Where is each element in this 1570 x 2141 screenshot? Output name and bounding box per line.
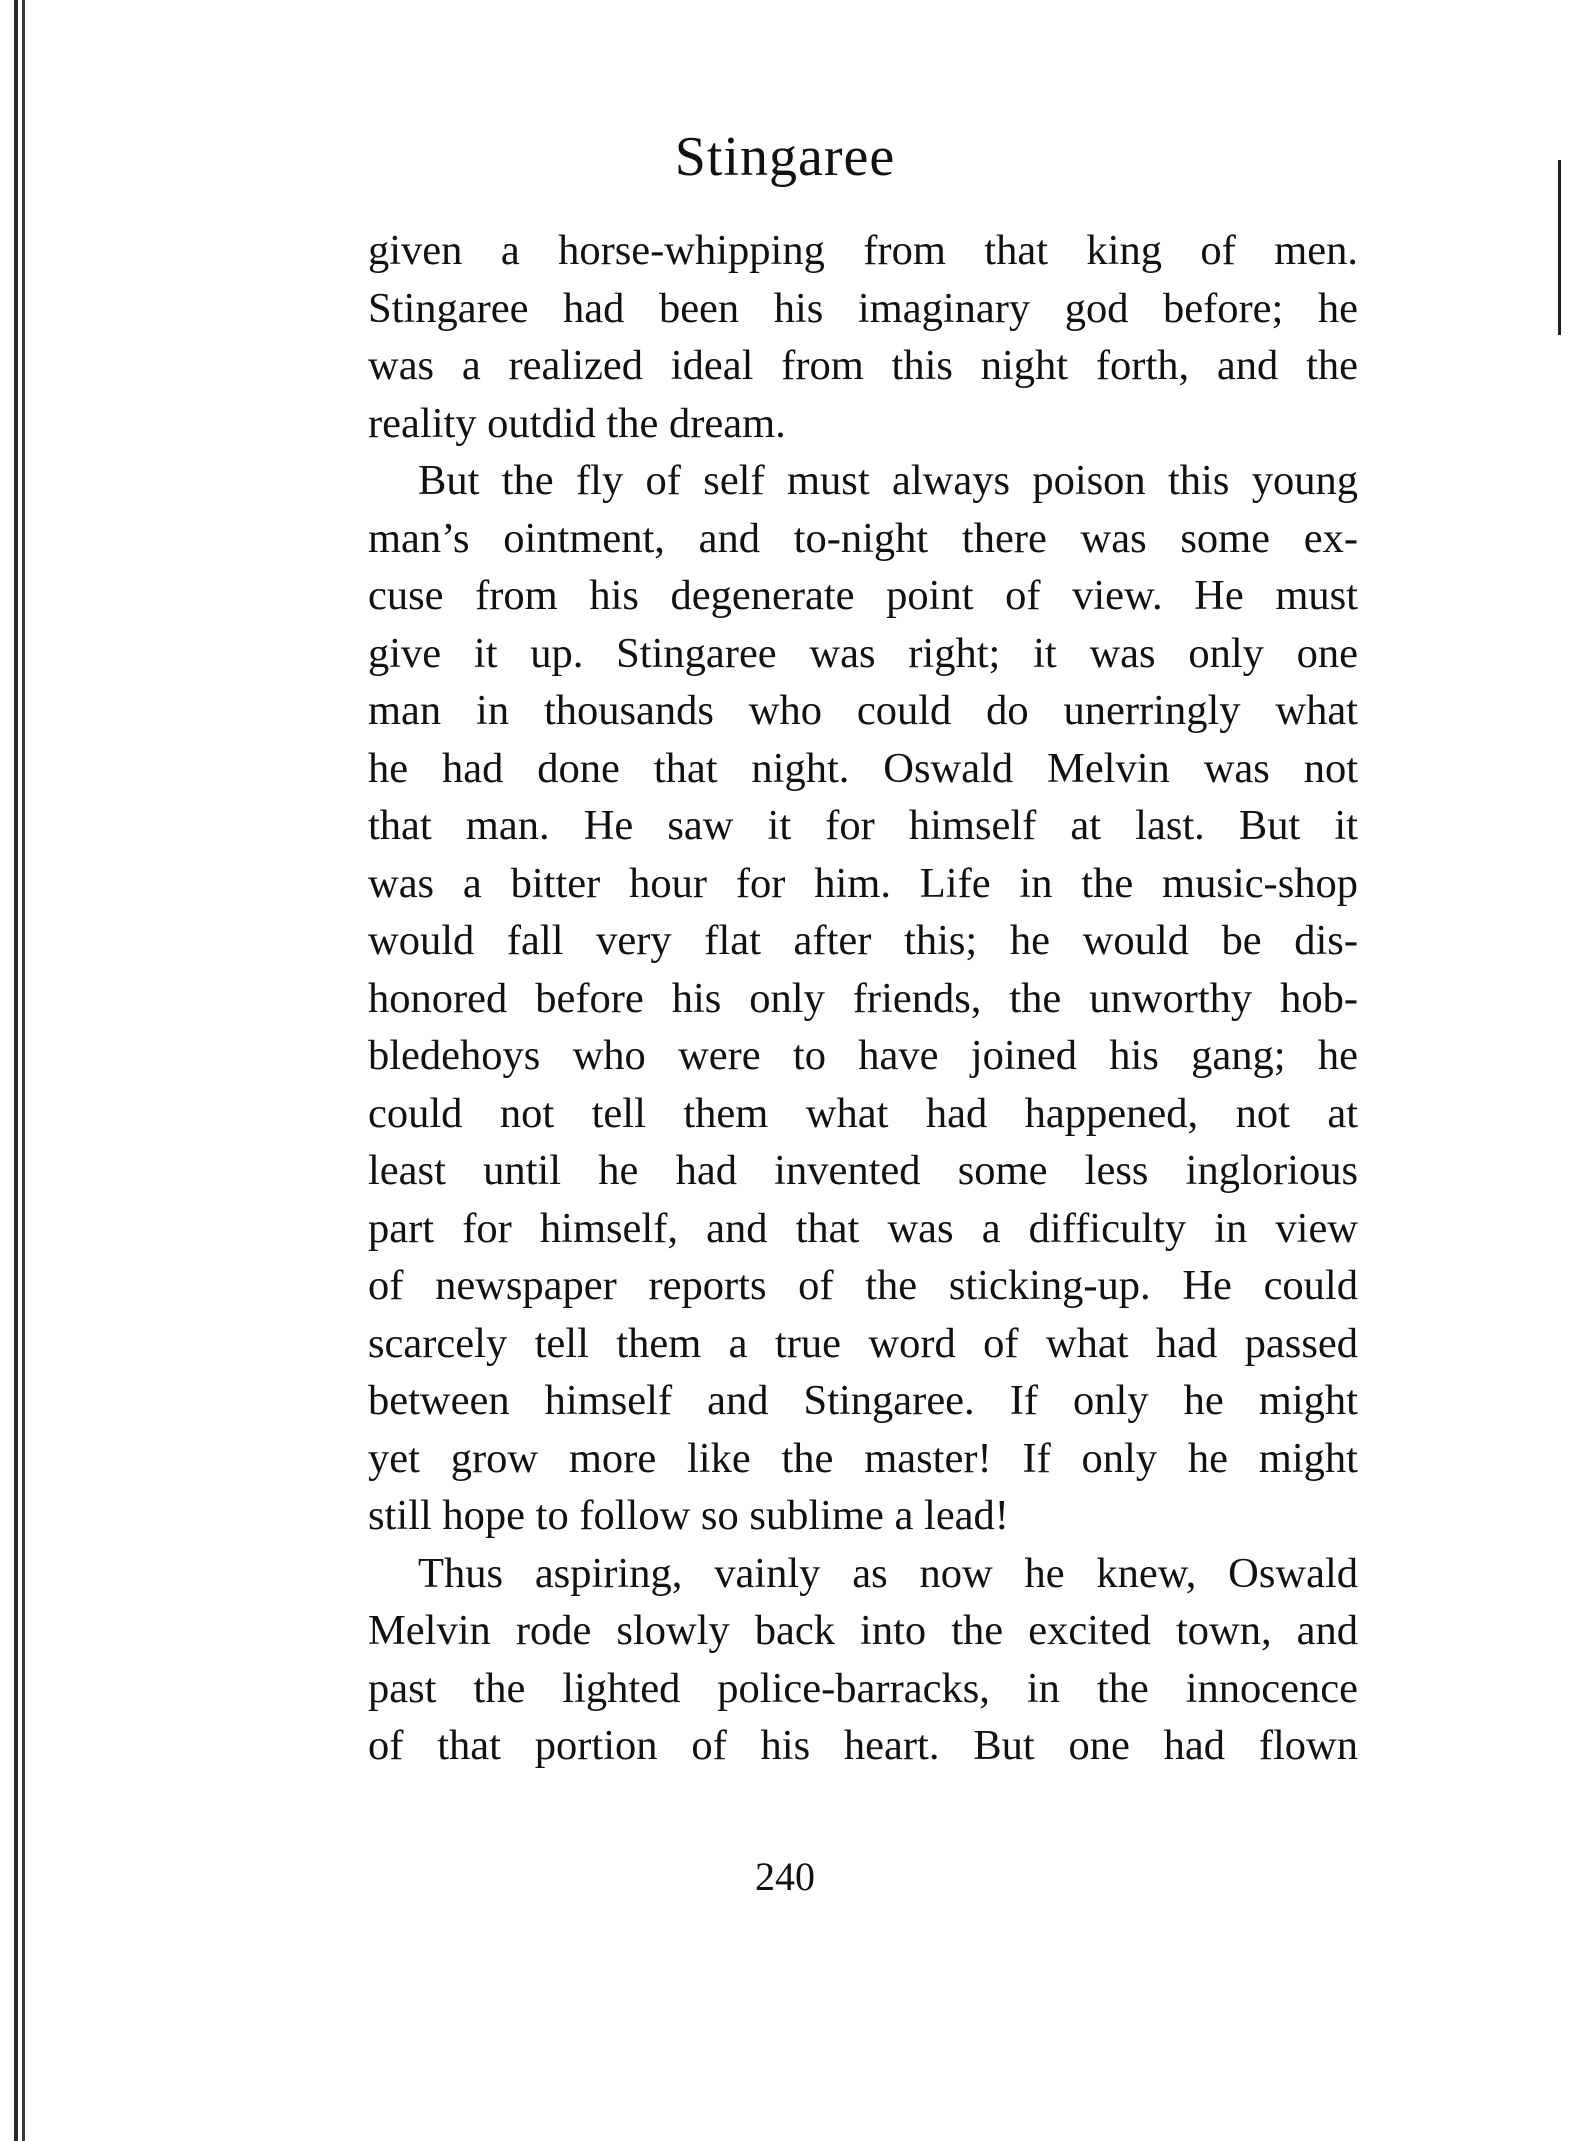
text-line: was a bitter hour for him. Life in the music-shop <box>368 859 1358 907</box>
text-line: part for himself, and that was a difficulty in view <box>368 1204 1358 1252</box>
running-head: Stingaree <box>674 126 896 188</box>
text-line: still hope to follow so sublime a lead! <box>368 1492 1009 1539</box>
text-line: given a horse-whipping from that king of men. <box>368 227 1358 274</box>
text-line: cuse from his degenerate point of view. He must <box>368 572 1358 619</box>
paragraph <box>368 1545 1358 1775</box>
page-number: 240 <box>755 1854 815 1899</box>
paragraph <box>368 222 1358 452</box>
text-line: Thus aspiring, vainly as now he knew, Oswald <box>418 1549 1358 1597</box>
text-line: man’s ointment, and to-night there was some ex- <box>368 514 1358 562</box>
paragraph <box>368 452 1358 1545</box>
text-line: But the fly of self must always poison this young <box>418 457 1358 504</box>
text-line: Stingaree had been his imaginary god before; he <box>368 284 1358 332</box>
text-line: that man. He saw it for himself at last. But it <box>368 802 1358 849</box>
body-text <box>368 222 1358 1775</box>
text-line: he had done that night. Oswald Melvin was not <box>368 744 1358 792</box>
text-line: bledehoys who were to have joined his gang; he <box>368 1032 1358 1079</box>
text-line: of newspaper reports of the sticking-up. He could <box>368 1262 1358 1309</box>
text-line: honored before his only friends, the unworthy hob- <box>368 974 1358 1022</box>
text-line: of that portion of his heart. But one had flown <box>368 1722 1358 1769</box>
text-line: give it up. Stingaree was right; it was only one <box>368 629 1358 677</box>
text-line: was a realized ideal from this night forth, and the <box>368 342 1358 389</box>
text-line: could not tell them what had happened, not at <box>368 1089 1358 1137</box>
text-line: Melvin rode slowly back into the excited town, and <box>368 1607 1358 1654</box>
text-line: yet grow more like the master! If only he might <box>368 1434 1358 1482</box>
text-line: would fall very flat after this; he would be dis- <box>368 917 1358 964</box>
text-line: past the lighted police-barracks, in the innocence <box>368 1664 1358 1712</box>
text-line: least until he had invented some less inglorious <box>368 1147 1358 1194</box>
binding-edge <box>14 0 30 2141</box>
text-line: reality outdid the dream. <box>368 399 786 447</box>
text-line: man in thousands who could do unerringly what <box>368 687 1358 734</box>
text-line: scarcely tell them a true word of what had passed <box>368 1319 1358 1367</box>
text-line: between himself and Stingaree. If only he might <box>368 1377 1358 1424</box>
